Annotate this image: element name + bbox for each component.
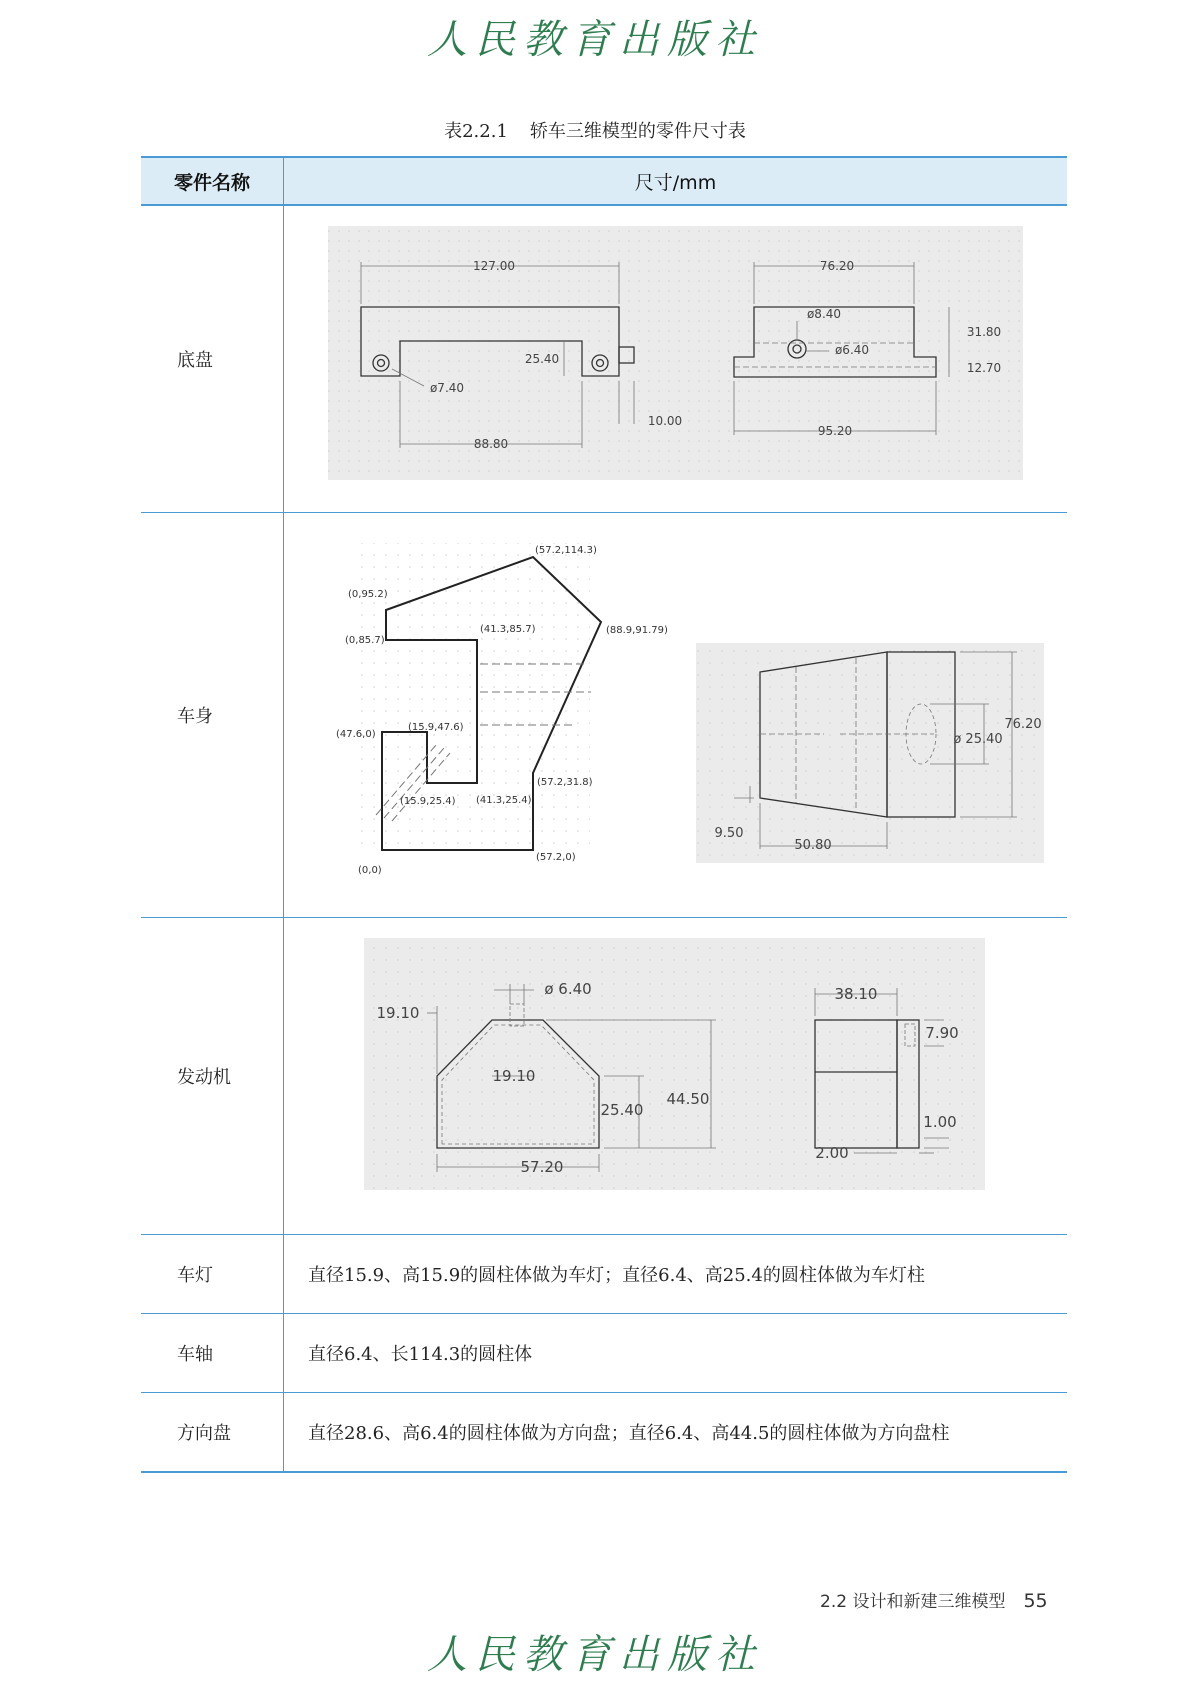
dim-label: 76.20 <box>1004 717 1042 732</box>
coord-label: (57.2,0) <box>536 852 576 863</box>
dim-label: 95.20 <box>817 424 853 438</box>
coord-label: (41.3,25.4) <box>476 795 532 806</box>
table-header-row <box>141 157 1067 205</box>
dim-label: 31.80 <box>966 325 1002 339</box>
dim-label: 1.00 <box>923 1113 957 1131</box>
steering-wheel-dimension-text: 直径28.6、高6.4的圆柱体做为方向盘；直径6.4、高44.5的圆柱体做为方向盘柱 <box>284 1393 1068 1472</box>
coord-label: (57.2,31.8) <box>537 777 593 788</box>
chassis-drawing-cell <box>284 205 1068 513</box>
table-row <box>141 1314 1067 1393</box>
dim-label: ø7.40 <box>429 381 465 395</box>
engine-drawing-cell <box>284 918 1068 1235</box>
table-row <box>141 1235 1067 1314</box>
dim-label: 12.70 <box>966 361 1002 375</box>
page-footer <box>820 1587 1048 1612</box>
table-row <box>141 1393 1067 1472</box>
coord-label: (0,85.7) <box>345 635 385 646</box>
coord-label: (0,0) <box>358 865 382 876</box>
dim-label: 88.80 <box>473 437 509 451</box>
part-name-chassis: 底盘 <box>141 205 284 513</box>
dim-label: 127.00 <box>473 259 515 273</box>
dim-label: 2.00 <box>815 1144 849 1162</box>
dim-label: ø6.40 <box>834 343 870 357</box>
section-title: 2.2 设计和新建三维模型 <box>820 1592 1006 1612</box>
axle-dimension-text: 直径6.4、长114.3的圆柱体 <box>284 1314 1068 1393</box>
dim-label: ø 25.40 <box>953 732 1003 747</box>
engine-drawing <box>284 918 1067 1234</box>
dim-label: 76.20 <box>819 259 855 273</box>
coord-label: (47.6,0) <box>336 729 376 740</box>
dim-label: 10.00 <box>647 414 683 428</box>
table-row <box>141 918 1067 1235</box>
coord-label: (88.9,91.79) <box>606 625 668 636</box>
part-name-steering-wheel: 方向盘 <box>141 1393 284 1472</box>
part-name-axle: 车轴 <box>141 1314 284 1393</box>
dim-label: 19.10 <box>376 1004 420 1022</box>
coord-label: (15.9,47.6) <box>408 722 464 733</box>
coord-label: (57.2,114.3) <box>535 545 597 556</box>
dim-label: 57.20 <box>520 1158 564 1176</box>
header-part-name: 零件名称 <box>141 157 284 205</box>
dim-label: 7.90 <box>925 1024 959 1042</box>
table-title: 轿车三维模型的零件尺寸表 <box>529 121 746 142</box>
coord-label: (0,95.2) <box>348 589 388 600</box>
coord-label: (41.3,85.7) <box>480 624 536 635</box>
header-dimension: 尺寸/mm <box>284 157 1068 205</box>
dim-label: ø 6.40 <box>544 980 592 998</box>
table-row <box>141 205 1067 513</box>
dim-label: 50.80 <box>794 838 832 853</box>
publisher-logo-bottom: 人民教育出版社 <box>427 1632 763 1678</box>
publisher-logo-top: 人民教育出版社 <box>427 17 763 63</box>
dim-label: 25.40 <box>600 1101 644 1119</box>
dim-label: 9.50 <box>714 826 744 841</box>
chassis-drawing <box>284 206 1067 512</box>
body-drawing <box>284 513 1067 917</box>
part-name-body: 车身 <box>141 513 284 918</box>
table-number: 表2.2.1 <box>444 121 508 142</box>
table-row <box>141 513 1067 918</box>
part-name-engine: 发动机 <box>141 918 284 1235</box>
dim-label: 38.10 <box>834 985 878 1003</box>
dim-label: 44.50 <box>666 1090 710 1108</box>
coord-label: (15.9,25.4) <box>400 796 456 807</box>
page-number: 55 <box>1023 1590 1048 1612</box>
dim-label: 19.10 <box>492 1067 536 1085</box>
table-caption <box>0 117 1190 143</box>
parts-dimension-table <box>141 156 1067 1473</box>
lamp-dimension-text: 直径15.9、高15.9的圆柱体做为车灯；直径6.4、高25.4的圆柱体做为车灯柱 <box>284 1235 1068 1314</box>
dim-label: 25.40 <box>524 352 560 366</box>
body-drawing-cell <box>284 513 1068 918</box>
part-name-lamp: 车灯 <box>141 1235 284 1314</box>
dim-label: ø8.40 <box>806 307 842 321</box>
